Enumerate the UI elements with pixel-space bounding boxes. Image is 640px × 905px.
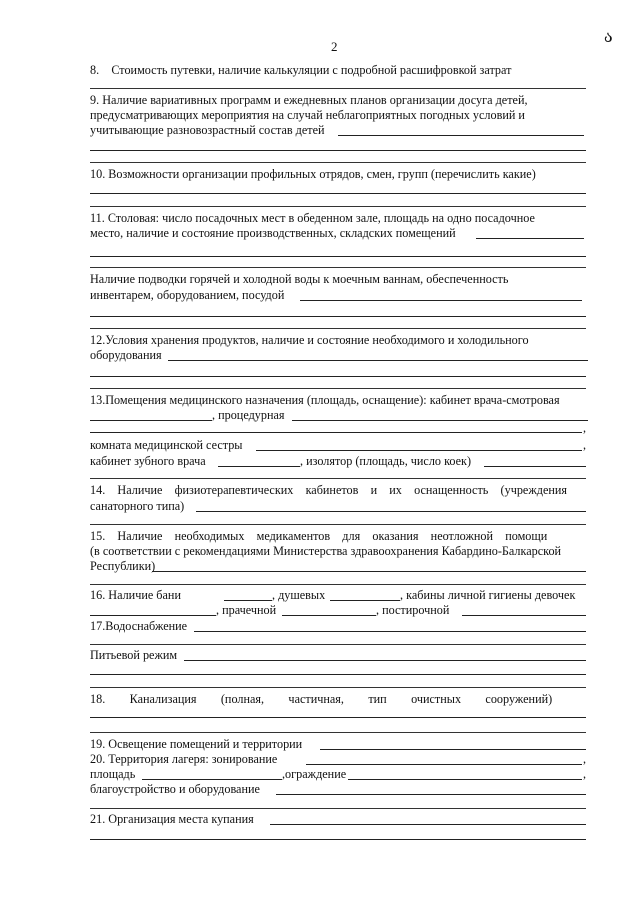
comma: ,	[583, 767, 587, 781]
answer-line[interactable]	[292, 420, 588, 421]
item-12-line1: 12.Условия хранения продуктов, наличие и состояние необходимого и холодильного	[90, 333, 529, 347]
item-12-line2: оборудования	[90, 348, 162, 362]
item-19-text: 19. Освещение помещений и территории	[90, 737, 303, 751]
answer-line[interactable]	[218, 466, 300, 467]
answer-line[interactable]	[90, 256, 586, 257]
answer-line[interactable]	[194, 631, 586, 632]
answer-line[interactable]	[300, 300, 582, 301]
divider	[90, 524, 586, 525]
answer-line[interactable]	[90, 674, 586, 675]
answer-line[interactable]	[90, 316, 586, 317]
item-15-line1: 15. Наличие необходимых медикаментов для оказания неотложной помощи	[90, 529, 548, 543]
divider	[90, 687, 586, 688]
divider	[90, 88, 586, 89]
divider	[90, 328, 586, 329]
item-10-text: 10. Возможности организации профильных отрядов, смен, групп (перечислить какие)	[90, 167, 536, 181]
item-13-line1: 13.Помещения медицинского назначения (площадь, оснащение): кабинет врача-смотровая	[90, 393, 560, 407]
item-11-line1: 11. Столовая: число посадочных мест в обеденном зале, площадь на одно посадочное	[90, 211, 535, 225]
item-17b-text: Питьевой режим	[90, 648, 178, 662]
answer-line[interactable]	[320, 749, 586, 750]
answer-line[interactable]	[338, 135, 584, 136]
answer-line[interactable]	[90, 615, 216, 616]
answer-line[interactable]	[90, 717, 586, 718]
divider	[90, 584, 586, 585]
divider	[90, 388, 586, 389]
answer-line[interactable]	[90, 420, 212, 421]
divider	[90, 478, 586, 479]
answer-line[interactable]	[90, 839, 586, 840]
item-16-line2b: , постирочной	[376, 603, 450, 617]
item-9-line1: 9. Наличие вариативных программ и ежедневных планов организации досуга детей,	[90, 93, 528, 107]
answer-line[interactable]	[276, 794, 586, 795]
item-16-line2a: , прачечной	[216, 603, 277, 617]
divider	[90, 644, 586, 645]
item-16-line1b: , душевых	[272, 588, 326, 602]
answer-line[interactable]	[224, 600, 272, 601]
answer-line[interactable]	[152, 571, 586, 572]
answer-line[interactable]	[142, 779, 282, 780]
comma: ,	[583, 421, 587, 435]
item-13-line2: , процедурная	[212, 408, 285, 422]
answer-line[interactable]	[348, 779, 582, 780]
item-16-line1c: , кабины личной гигиены девочек	[400, 588, 576, 602]
answer-line[interactable]	[256, 450, 582, 451]
item-9-line3: учитывающие разновозрастный состав детей	[90, 123, 325, 137]
answer-line[interactable]	[484, 466, 586, 467]
comma: ,	[583, 438, 587, 452]
item-18-text: 18. Канализация (полная, частичная, тип очистных сооружений)	[90, 692, 553, 706]
answer-line[interactable]	[462, 615, 586, 616]
answer-line[interactable]	[196, 511, 586, 512]
item-20-line1: 20. Территория лагеря: зонирование	[90, 752, 278, 766]
answer-line[interactable]	[270, 824, 586, 825]
answer-line[interactable]	[90, 376, 586, 377]
item-13-line5a: кабинет зубного врача	[90, 454, 206, 468]
answer-line[interactable]	[306, 764, 582, 765]
answer-line[interactable]	[184, 660, 586, 661]
corner-mark: ა	[604, 29, 613, 46]
divider	[90, 267, 586, 268]
item-11b-line2: инвентарем, оборудованием, посудой	[90, 288, 285, 302]
item-15-line3: Республики)	[90, 559, 156, 573]
item-13-line4: комната медицинской сестры	[90, 438, 243, 452]
item-20-line2b: ,ограждение	[282, 767, 347, 781]
item-9-line2: предусматривающих мероприятия на случай неблагоприятных погодных условий и	[90, 108, 525, 122]
divider	[90, 808, 586, 809]
answer-line[interactable]	[90, 150, 586, 151]
answer-line[interactable]	[90, 193, 586, 194]
divider	[90, 206, 586, 207]
item-17-text: 17.Водоснабжение	[90, 619, 188, 633]
answer-line[interactable]	[282, 615, 376, 616]
page-number: 2	[331, 39, 338, 54]
item-14-line2: санаторного типа)	[90, 499, 185, 513]
item-21-text: 21. Организация места купания	[90, 812, 254, 826]
item-14-line1: 14. Наличие физиотерапевтических кабинетов и их оснащенность (учреждения	[90, 483, 568, 497]
answer-line[interactable]	[90, 432, 582, 433]
answer-line[interactable]	[476, 238, 584, 239]
item-20-line3: благоустройство и оборудование	[90, 782, 260, 796]
comma: ,	[583, 752, 587, 766]
item-15-line2: (в соответствии с рекомендациями Министерства здравоохранения Кабардино-Балкарской	[90, 544, 562, 558]
item-11b-line1: Наличие подводки горячей и холодной воды к моечным ваннам, обеспеченность	[90, 272, 509, 286]
divider	[90, 732, 586, 733]
answer-line[interactable]	[168, 360, 588, 361]
divider	[90, 162, 586, 163]
item-8-text: 8. Стоимость путевки, наличие калькуляции с подробной расшифровкой затрат	[90, 63, 512, 77]
item-11-line2: место, наличие и состояние производственных, складских помещений	[90, 226, 456, 240]
item-13-line5b: , изолятор (площадь, число коек)	[300, 454, 471, 468]
answer-line[interactable]	[330, 600, 400, 601]
item-16-line1a: 16. Наличие бани	[90, 588, 181, 602]
item-20-line2a: площадь	[90, 767, 136, 781]
